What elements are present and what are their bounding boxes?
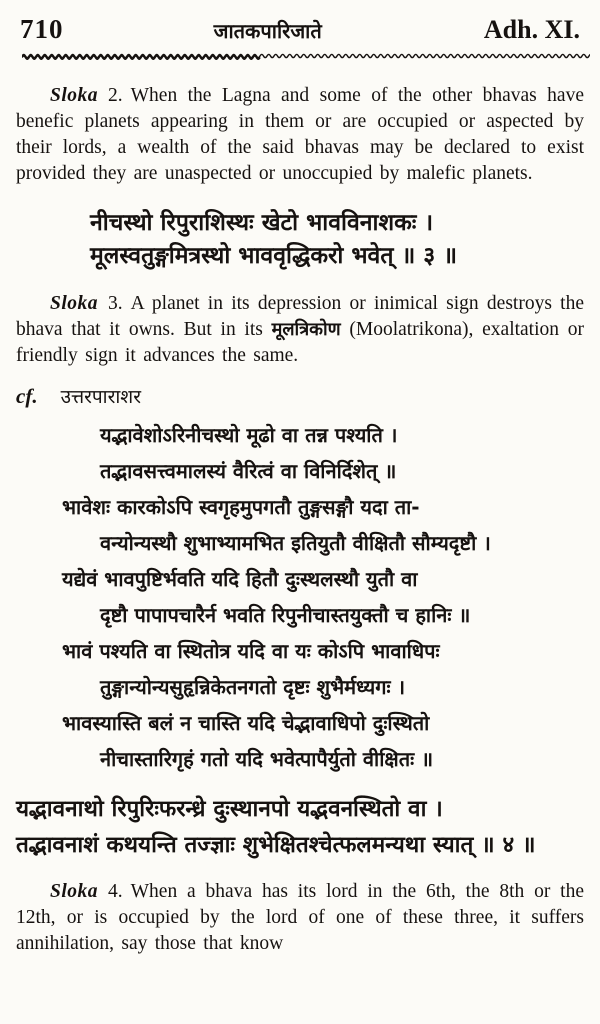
verse-4-line-1: यद्भावनाथो रिपुरिःफरन्ध्रे दुःस्थानपो यद्भवनस्थितो वा । <box>16 796 443 822</box>
cf-source: उत्तरपाराशर <box>60 386 141 408</box>
sloka-3-body-start: A planet in its depression or inimical sign destroys the bhava that it owns. But in its <box>16 293 584 340</box>
verse-3-line-2: मूलस्वतुङ्गमित्रस्थो भाववृद्धिकरो भवेत् ॥ ३ ॥ <box>90 243 457 269</box>
quote-line: यद्येवं भावपुष्टिर्भवति यदि हितौ दुःस्थलस्थौ युतौ वा <box>62 567 418 591</box>
cf-reference-row <box>16 383 584 409</box>
verse-3 <box>90 207 584 273</box>
sloka-3-inline-devanagari: मूलत्रिकोण <box>271 319 341 340</box>
quote-line: यद्भावेशोऽरिनीचस्थो मूढो वा तन्न पश्यति । <box>100 423 398 447</box>
sloka-3-number: 3. <box>108 293 123 314</box>
sloka-4-label: Sloka <box>50 881 99 902</box>
quote-line: नीचास्तारिगृहं गतो यदि भवेत्पापैर्युतो वीक्षितः ॥ <box>100 747 434 771</box>
sloka-3-label: Sloka <box>50 293 99 314</box>
quote-line: भावस्यास्ति बलं न चास्ति यदि चेद्भावाधिपो दुःस्थितो <box>62 711 430 735</box>
quote-line: भावं पश्यति वा स्थितोत्र यदि वा यः कोऽपि भावाधिपः <box>62 639 440 663</box>
quoted-verse-block <box>16 417 584 777</box>
sloka-4-number: 4. <box>108 881 123 902</box>
sloka-2-body: When the Lagna and some of the other bhavas have benefic planets appearing in them or are occupied or aspected by their lords, a wealth of the said bhavas may be declared to exist provided they are unaspected or unoccupied by malefic planets. <box>16 85 584 184</box>
wavy-divider <box>16 49 584 61</box>
verse-4-line-2: तद्भावनाशं कथयन्ति तज्ज्ञाः शुभेक्षितश्चेत्फलमन्यथा स्यात् ॥ ४ ॥ <box>16 832 536 858</box>
quote-line: तुङ्गान्योन्यसुहृन्निकेतनगतो दृष्टः शुभैर्मध्यगः । <box>100 675 406 699</box>
paragraph-sloka-3 <box>16 291 584 369</box>
sloka-2-label: Sloka <box>50 85 99 106</box>
sloka-4-body: When a bhava has its lord in the 6th, the 8th or the 12th, or is occupied by the lord of one of these three, it suffers annihilation, say those that know <box>16 881 584 954</box>
sloka-3-body-end: (Moolatrikona), exaltation or friendly sign it advances the same. <box>16 319 584 366</box>
chapter-label: Adh. XI. <box>483 15 580 44</box>
verse-4 <box>16 791 584 863</box>
quote-line: तद्भावसत्त्वमालस्यं वैरित्वं वा विनिर्दिशेत् ॥ <box>100 459 397 483</box>
running-title: जातकपारिजाते <box>213 19 322 43</box>
page-header <box>16 12 584 45</box>
quote-line: दृष्टौ पापापचारैर्न भवति रिपुनीचास्तयुक्तौ च हानिः ॥ <box>100 603 471 627</box>
wavy-divider-svg <box>22 50 590 62</box>
page-number: 710 <box>20 14 64 44</box>
paragraph-sloka-2 <box>16 83 584 187</box>
quote-line: भावेशः कारकोऽपि स्वगृहमुपगतौ तुङ्गसङ्गौ यदा ता- <box>62 495 420 519</box>
verse-3-line-1: नीचस्थो रिपुराशिस्थः खेटो भावविनाशकः । <box>90 210 434 236</box>
quote-line: वन्योन्यस्थौ शुभाभ्यामभित इतियुतौ वीक्षितौ सौम्यदृष्टौ । <box>100 531 491 555</box>
sloka-2-number: 2. <box>108 85 123 106</box>
cf-label: cf. <box>16 384 38 408</box>
paragraph-sloka-4 <box>16 879 584 957</box>
